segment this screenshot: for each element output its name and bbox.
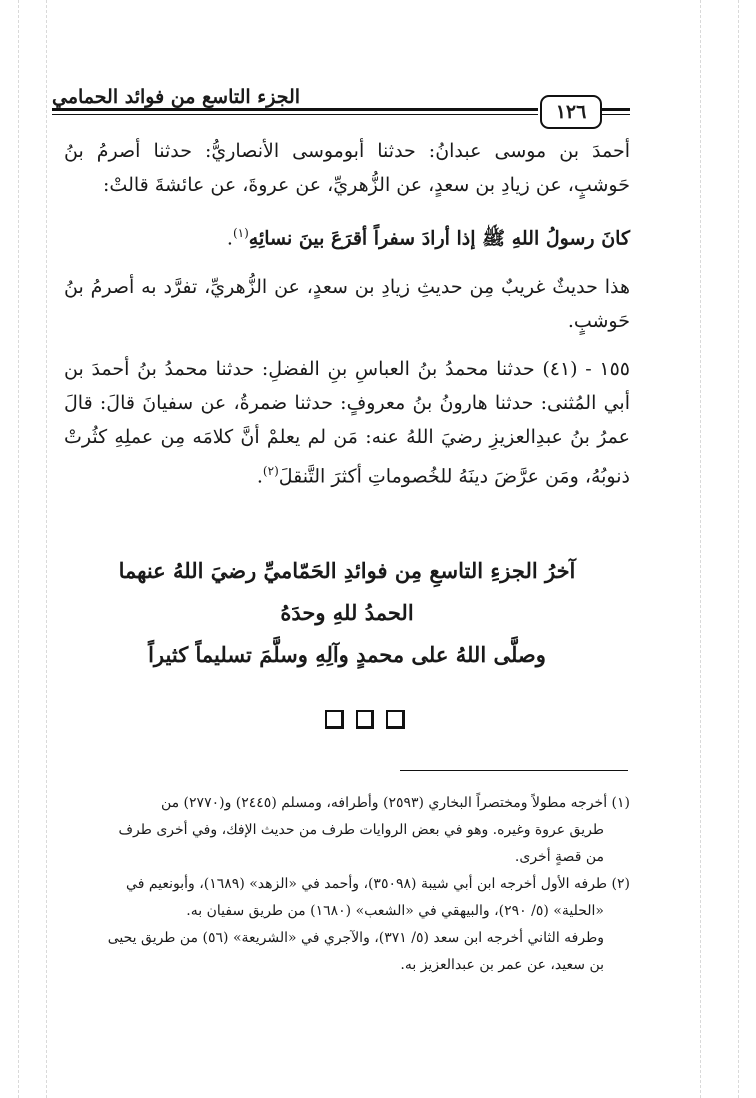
footnote-ref: (١): [232, 226, 249, 240]
footnote-line: طريق عروة وغيره. وهو في بعض الروايات طرف من حديث الإفك، وفي أخرى طرف: [118, 822, 604, 838]
header-rule: [52, 108, 538, 111]
colophon-line: الحمدُ للهِ وحدَهُ: [280, 600, 414, 625]
footnote-ref: (٢): [262, 464, 279, 478]
end-ornament: [325, 710, 405, 730]
footnote-separator: [400, 770, 628, 771]
footnote-line: وطرفه الثاني أخرجه ابن سعد (٥/ ٣٧١)، والآجري في «الشريعة» (٥٦) من طريق يحيى: [107, 930, 604, 946]
footnote-line: من قصةٍ أخرى.: [514, 849, 604, 865]
comment-text: هذا حديثٌ غريبٌ مِن حديثِ زيادِ بن سعدٍ، عن الزُّهريِّ، تفرَّد به أصرمُ بنُ حَوشبٍ.: [64, 276, 630, 332]
footnote-line: «الحلية» (٥/ ٢٩٠)، والبيهقي في «الشعب» (١٦٨٠) من طريق سفيان به.: [186, 903, 604, 919]
scan-guide-line: [738, 0, 739, 1098]
header-rule: [600, 108, 630, 111]
header-rule: [52, 114, 538, 115]
square-ornament: [386, 710, 405, 729]
colophon-line: وصلَّى اللهُ على محمدٍ وآلِهِ وسلَّمَ تسليماً كثيراً: [148, 642, 546, 667]
square-ornament: [356, 710, 375, 729]
colophon-line: آخرُ الجزءِ التاسعِ مِن فوائدِ الحَمّاميِّ رضيَ اللهُ عنهما: [118, 558, 576, 583]
scan-guide-line: [700, 0, 701, 1098]
running-title: الجزء التاسع من فوائد الحمامي: [52, 86, 301, 108]
footnote-line: بن سعيد، عن عمر بن عبدالعزيز به.: [400, 957, 604, 973]
header-rule: [600, 114, 630, 115]
hadith-155-text: ١٥٥ - (٤١) حدثنا محمدُ بنُ العباسِ بنِ الفضلِ: حدثنا محمدُ بنُ أحمدَ بن أبي المُثنى: حدثنا هارونُ بنُ معروفٍ: حدثنا ضمرةُ، عن سفيانَ قالَ: قالَ عمرُ بنُ عبدِالعزيزِ رضيَ اللهُ عنه: مَن لم يعلمْ أنَّ كلامَه مِن عملِهِ كثُرتْ ذنوبُهُ، ومَن عرَّضَ دينَهُ للخُصوماتِ أكثرَ التَّنقلَ: [64, 358, 630, 488]
footnote-line: (١) أخرجه مطولاً ومختصراً البخاري (٢٥٩٣) وأطرافه، ومسلم (٢٤٤٥) و(٢٧٧٠) من: [160, 795, 630, 811]
hadith-text: كانَ رسولُ اللهِ ﷺ إذا أرادَ سفراً أقرَعَ بينَ نسائِهِ: [248, 227, 630, 250]
footnotes: [64, 790, 630, 979]
body-paragraph: [64, 270, 630, 338]
isnad-text: أحمدَ بن موسى عبدانُ: حدثنا أبوموسى الأنصاريُّ: حدثنا أصرمُ بنُ حَوشبٍ، عن زيادِ بن سعدٍ، عن الزُّهريِّ، عن عروةَ، عن عائشةَ قالتْ:: [64, 140, 630, 196]
colophon: [64, 550, 630, 676]
body-paragraph: ١٥٥ - (٤١) حدثنا محمدُ بنُ العباسِ بنِ الفضلِ: حدثنا محمدُ بنُ أحمدَ بن أبي المُثنى: حدثنا هارونُ بنُ معروفٍ: حدثنا ضمرةُ، عن سفيانَ قالَ: قالَ عمرُ بنُ عبدِالعزيزِ رضيَ اللهُ عنه: مَن لم يعلمْ أنَّ كلامَه مِن عملِهِ كثُرتْ ذنوبُهُ، ومَن عرَّضَ دينَهُ للخُصوماتِ أكثرَ التَّنقلَ$^{(٢)}$.: [64, 358, 630, 488]
square-ornament: [325, 710, 344, 729]
page-number: ١٢٦: [540, 95, 602, 129]
hadith-paragraph: كانَ رسولُ اللهِ ﷺ إذا أرادَ سفراً أقرَعَ بينَ نسائِهِ$^{(١)}$.: [226, 226, 630, 250]
footnote-line: (٢) طرفه الأول أخرجه ابن أبي شيبة (٣٥٠٩٨)، وأحمد في «الزهد» (١٦٨٩)، وأبونعيم في: [126, 876, 630, 892]
scan-guide-line: [46, 0, 47, 1098]
body-paragraph: [64, 134, 630, 202]
scan-guide-line: [18, 0, 19, 1098]
